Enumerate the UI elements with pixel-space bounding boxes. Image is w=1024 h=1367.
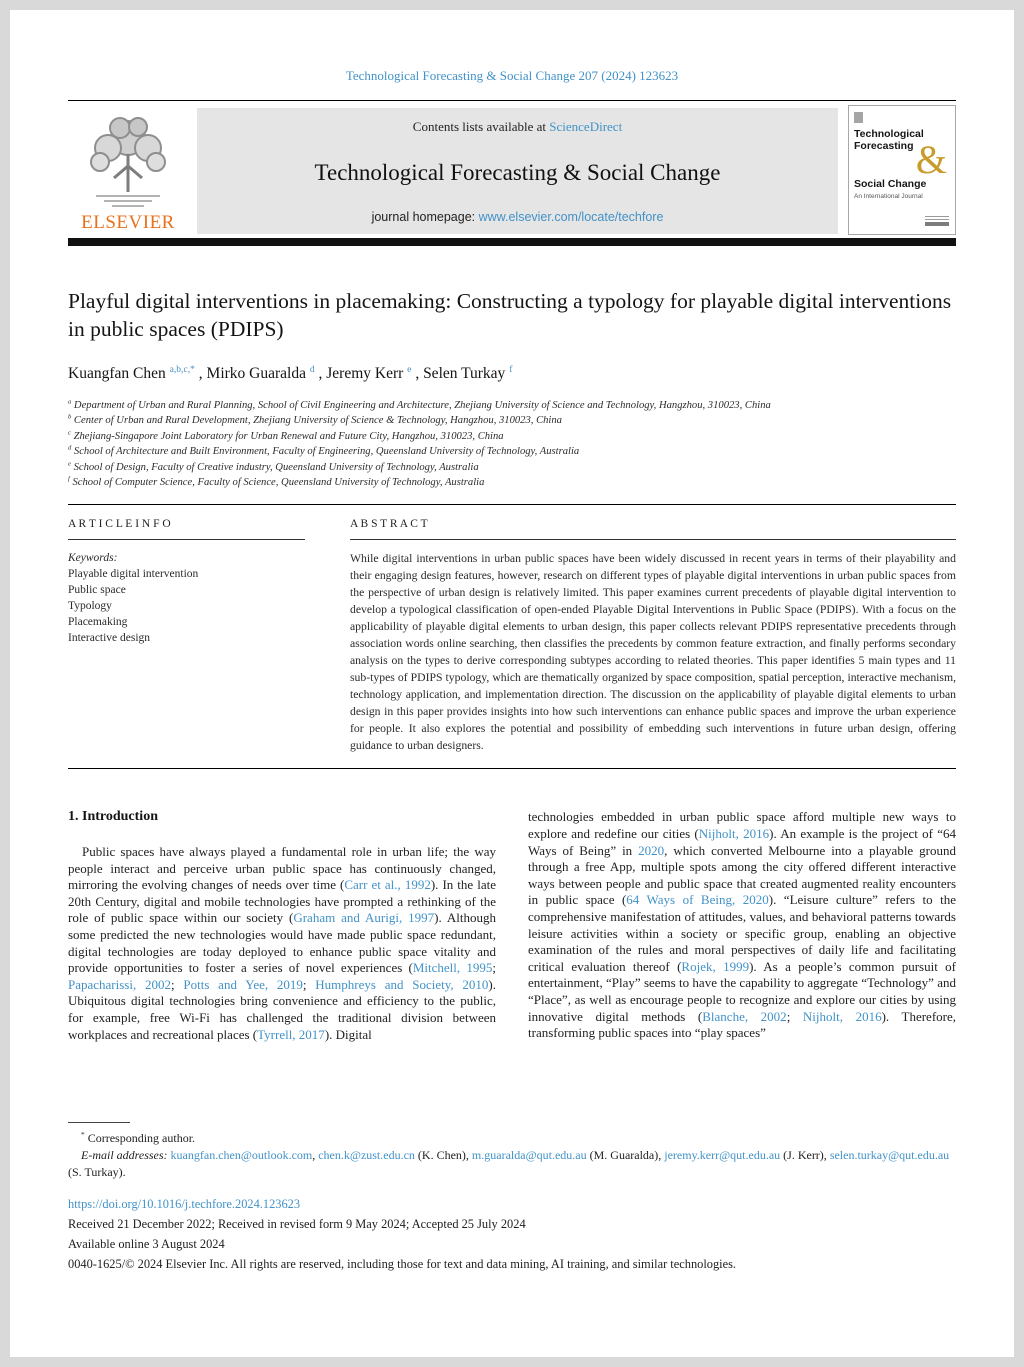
superscript-marker: c bbox=[68, 429, 71, 437]
homepage-link[interactable]: www.elsevier.com/locate/techfore bbox=[478, 210, 664, 224]
footnote-block bbox=[68, 1122, 956, 1181]
inline-link[interactable]: Humphreys and Society, 2010 bbox=[315, 976, 489, 992]
cover-title-line1: Technological bbox=[854, 128, 924, 140]
journal-title: Technological Forecasting & Social Change bbox=[314, 159, 721, 185]
received-dates-line: Received 21 December 2022; Received in revised form 9 May 2024; Accepted 25 July 2024 bbox=[68, 1217, 526, 1231]
inline-link[interactable]: Potts and Yee, 2019 bbox=[183, 976, 303, 992]
homepage-label: journal homepage: bbox=[371, 210, 479, 224]
contents-available-line bbox=[197, 119, 838, 135]
inline-link[interactable]: chen.k@zust.edu.cn bbox=[318, 1148, 415, 1162]
copyright-line: 0040-1625/© 2024 Elsevier Inc. All rights are reserved, including those for text and data mining, AI training, and similar technologies. bbox=[68, 1257, 737, 1271]
email-addresses-line: E-mail addresses: kuangfan.chen@outlook.com, chen.k@zust.edu.cn (K. Chen), m.guaralda@qut.edu.au (M. Guaralda), jeremy.kerr@qut.edu.au (J. Kerr), selen.turkay@qut.edu.au (S. Turkay). bbox=[68, 1148, 950, 1179]
journal-cover-thumbnail bbox=[848, 105, 956, 235]
cover-ampersand: & bbox=[915, 137, 947, 182]
keyword-item: Typology bbox=[68, 600, 112, 613]
info-abstract-section bbox=[68, 505, 956, 754]
superscript-marker: a bbox=[68, 398, 72, 406]
corresponding-author-note: * Corresponding author. bbox=[81, 1130, 196, 1145]
cover-subtitle: An International Journal bbox=[854, 193, 923, 200]
affiliation-item: $^c$ Zhejiang-Singapore Joint Laboratory for Urban Renewal and Future City, Hangzhou, 310023, China bbox=[68, 429, 504, 442]
affiliation-item: $^b$ Center of Urban and Rural Development, Zhejiang University of Science & Technology, Hangzhou, 310023, China bbox=[68, 413, 562, 427]
intro-right-column bbox=[528, 809, 956, 1043]
footnote-divider bbox=[68, 1122, 130, 1123]
inline-link[interactable]: Blanche, 2002 bbox=[702, 1008, 787, 1024]
superscript-marker: f bbox=[509, 363, 513, 375]
inline-link[interactable]: Tyrrell, 2017 bbox=[257, 1026, 325, 1042]
inline-link[interactable]: 2020 bbox=[638, 842, 665, 858]
affiliation-item: $^d$ School of Architecture and Built Environment, Faculty of Engineering, Queensland University of Technology, Australia bbox=[68, 444, 580, 458]
abstract-text: While digital interventions in urban public spaces have been widely discussed in recent years in terms of their playability and their engaging design features, however, research on different types of playable digital interventions in urban public spaces from the perspective of urban design is relatively limited. This paper examines current precedents of playable digital intervention to develop a typological classification of open-ended Playable Digital Interventions in Public Space (PDIPS). With a focus on the applicability of playable digital elements to urban design, this paper collects relevant PDIPS representative precedents through association words online searching, then classifies the precedents by common feature extraction, and finally performs secondary analysis on the types to derive corresponding subtypes according to related theories. This paper identifies 5 main types and 11 sub-types of PDIPS typology, which are thematically organized by space composition, spatial perception, interactive mechanism, technology application, and implementation direction. The discussion on the applicability of playable digital elements to urban design in this paper provides insights into how such interventions can enhance public spaces and improve the urban experience for people. It also explores the potential and possibility of embedding such interventions in future urban design, offering guidance to urban designers. bbox=[350, 552, 956, 753]
intro-paragraph-right: technologies embedded in urban public space afford multiple new ways to explore and redefine our cities (Nijholt, 2016). An example is the project of “64 Ways of Being” in 2020, which converted Melbourne into a playable ground through a free App, multiple spots among the city offered different interactive ways between people and public space that created augmented reality encounters in public space (64 Ways of Being, 2020). “Leisure culture” refers to the comprehensive manifestation of attitudes, values, and behavioral patterns towards leisure activities within a society or specific group, enabling an objective examination of the rules and moral perspectives of daily life and facilitating critical evaluation thereof (Rojek, 1999). As a people’s common pursuit of entertainment, “Play” seems to have the capability to aggregate “Technology” and “Place”, as well as encourage people to recognize and explore our cities by using innovative digital methods (Blanche, 2002; Nijholt, 2016). Therefore, transforming public spaces into “play spaces” bbox=[528, 809, 956, 1041]
keyword-item: Playable digital intervention bbox=[68, 568, 199, 581]
inline-link[interactable]: m.guaralda@qut.edu.au bbox=[471, 1148, 587, 1162]
inline-link[interactable]: Rojek, 1999 bbox=[681, 958, 750, 974]
keywords-label: Keywords: bbox=[68, 552, 118, 565]
intro-left-column bbox=[68, 809, 496, 1043]
inline-link[interactable]: selen.turkay@qut.edu.au bbox=[829, 1148, 950, 1162]
superscript-marker: b bbox=[68, 413, 72, 421]
superscript-marker: f bbox=[68, 475, 70, 483]
introduction-columns bbox=[68, 809, 956, 1043]
keywords-block bbox=[68, 550, 305, 646]
abstract-bottom-rule bbox=[68, 768, 956, 769]
superscript-marker: e bbox=[68, 460, 71, 468]
intro-section-heading: 1. Introduction bbox=[68, 809, 158, 825]
affiliation-item: $^f$ School of Computer Science, Faculty of Science, Queensland University of Technology, Australia bbox=[68, 475, 485, 489]
affiliation-item: $^a$ Department of Urban and Rural Planning, School of Civil Engineering and Architecture, Zhejiang University of Science and Technology, Hangzhou, 310023, China bbox=[68, 398, 771, 411]
cover-title-line2: Forecasting bbox=[854, 139, 914, 152]
inline-link[interactable]: Graham and Aurigi, 1997 bbox=[293, 910, 435, 926]
journal-homepage-line bbox=[197, 210, 838, 224]
author-line: Kuangfan Chen $^{a,b,c,*}$ , Mirko Guaralda $^d$ , Jeremy Kerr $^e$ , Selen Turkay $^f$ bbox=[68, 363, 513, 382]
intro-paragraph-left: Public spaces have always played a fundamental role in urban life; the way people interact and perceive urban public space has continuously changed, mirroring the evolving changes of needs over time (Carr et al., 1992). In the late 20th Century, digital and mobile technologies have prompted a rethinking of the role of public space within our society (Graham and Aurigi, 1997). Although some predicted the new technologies would have made public space redundant, digital technologies are today deployed to enhance public space vitality and provide opportunities to foster a series of novel experiences (Mitchell, 1995; Papacharissi, 2002; Potts and Yee, 2019; Humphreys and Society, 2010). Ubiquitous digital technologies bring convenience and efficiency to the public, for example, free Wi-Fi has challenged the traditional division between workplaces and recreational places (Tyrrell, 2017). Digital bbox=[68, 844, 496, 1042]
article-info-heading: A R T I C L E I N F O bbox=[68, 518, 171, 531]
sciencedirect-link[interactable]: ScienceDirect bbox=[549, 119, 623, 134]
inline-link[interactable]: Mitchell, 1995 bbox=[412, 960, 493, 976]
header-top-rule bbox=[68, 100, 956, 101]
header-black-band bbox=[68, 238, 956, 246]
masthead-box bbox=[197, 108, 838, 234]
elsevier-logo bbox=[68, 108, 188, 234]
keyword-item: Interactive design bbox=[68, 632, 151, 645]
keyword-item: Placemaking bbox=[68, 616, 128, 629]
elsevier-tree-icon bbox=[78, 114, 178, 210]
keyword-item: Public space bbox=[68, 584, 126, 597]
cover-crest-icon bbox=[854, 112, 863, 123]
superscript-marker: d bbox=[309, 363, 315, 375]
contents-prefix: Contents lists available at bbox=[412, 119, 550, 134]
inline-link[interactable]: Carr et al., 1992 bbox=[344, 877, 431, 893]
journal-masthead bbox=[68, 108, 956, 234]
inline-link[interactable]: Nijholt, 2016 bbox=[698, 826, 770, 842]
article-footer bbox=[68, 1194, 956, 1274]
inline-link[interactable]: jeremy.kerr@qut.edu.au bbox=[664, 1148, 781, 1162]
article-info-column bbox=[68, 518, 305, 754]
elsevier-wordmark: ELSEVIER bbox=[81, 212, 175, 233]
inline-link[interactable]: 64 Ways of Being, 2020 bbox=[626, 892, 769, 908]
journal-article-page bbox=[10, 10, 1014, 1357]
article-info-rule bbox=[68, 539, 305, 540]
inline-link[interactable]: kuangfan.chen@outlook.com bbox=[170, 1148, 313, 1162]
inline-link[interactable]: Papacharissi, 2002 bbox=[68, 976, 171, 992]
doi-link[interactable]: https://doi.org/10.1016/j.techfore.2024.123623 bbox=[68, 1197, 301, 1211]
affiliation-item: $^e$ School of Design, Faculty of Creative industry, Queensland University of Technology, Australia bbox=[68, 460, 479, 473]
affiliations-block bbox=[68, 398, 956, 490]
abstract-heading: A B S T R A C T bbox=[350, 518, 428, 531]
journal-citation-line[interactable]: Technological Forecasting & Social Change 207 (2024) 123623 bbox=[345, 68, 679, 83]
abstract-rule bbox=[350, 539, 956, 540]
italic-label: E-mail addresses: bbox=[81, 1148, 171, 1162]
abstract-column bbox=[350, 518, 956, 754]
cover-footer-marks bbox=[925, 214, 949, 226]
superscript-marker: d bbox=[68, 444, 72, 452]
superscript-marker: a,b,c,* bbox=[169, 363, 195, 375]
cover-title-line3: Social Change bbox=[854, 178, 927, 190]
article-title: Playful digital interventions in placemaking: Constructing a typology for playable digital interventions in public spaces (PDIPS) bbox=[68, 289, 952, 341]
superscript-marker: * bbox=[81, 1130, 85, 1139]
superscript-marker: e bbox=[407, 363, 412, 375]
inline-link[interactable]: Nijholt, 2016 bbox=[802, 1008, 882, 1024]
available-online-line: Available online 3 August 2024 bbox=[68, 1237, 225, 1251]
